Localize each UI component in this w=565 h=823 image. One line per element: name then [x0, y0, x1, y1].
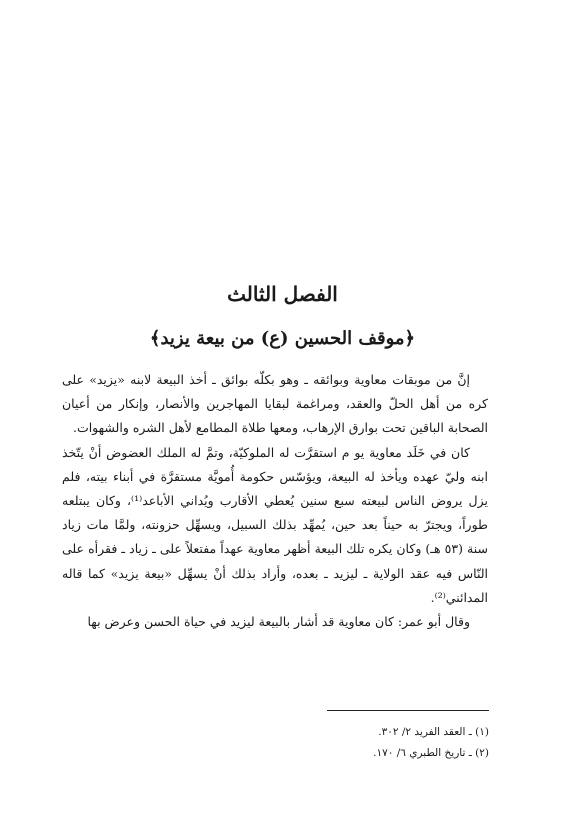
footnote-divider: [327, 710, 489, 711]
chapter-title: الفصل الثالث: [227, 282, 338, 307]
footnotes: [69, 722, 489, 764]
footnote: (٢) ـ تاريخ الطبري ٦/ ١٧٠.: [373, 747, 489, 759]
paragraph: وقال أبو عمر: كان معاوية قد أشار بالبيعة ليزيد في حياة الحسن وعرض بها: [87, 614, 470, 630]
chapter-subtitle: ﴿موقف الحسين (ع) من بيعة يزيد﴾: [149, 327, 416, 349]
footnote: (١) ـ العقد الفريد ٢/ ٣٠٢.: [378, 726, 489, 738]
paragraph: كان في خَلَد معاوية يو م استقرَّت له الملوكيّة، وتمَّ له الملك العضوض أنْ يتّخذ ابنه وليّ عهده ويأخذ له البيعة، ويؤسّس حكومة أُمويَّة مستقرَّة في أبناء بيته، فلم يزل يروض الناس لبيعته سبع سنين يُعطي الأقارب ويُداني الأباعد⁽¹⁾، وكان يبتلعه طوراً، ويجترّ به حيناً بعد حين، يُمهِّد بذلك السبيل، ويسهِّل حزونته، ولمَّا مات زياد سنة (٥٣ هـ) وكان يكره تلك البيعة أظهر معاوية عهداً مفتعلاً على ـ زياد ـ فقرأه على النّاس فيه عقد الولاية ـ ليزيد ـ بعده، وأراد بذلك أنْ يسهِّل «بيعة يزيد» كما قاله المدائني⁽²⁾.: [62, 444, 488, 605]
body-text: [62, 368, 488, 634]
paragraph: إنَّ من موبقات معاوية وبوائقه ـ وهو بكلّه بوائق ـ أخذ البيعة لابنه «يزيد» على كره من أهل الحلّ والعقد، ومراغمة لبقايا المهاجرين والأنصار، وإنكار من أعيان الصحابة الباقين تحت بوارق الإرهاب، ومعها طلاة المطامع لأهل الشره والشهوات.: [62, 372, 488, 436]
